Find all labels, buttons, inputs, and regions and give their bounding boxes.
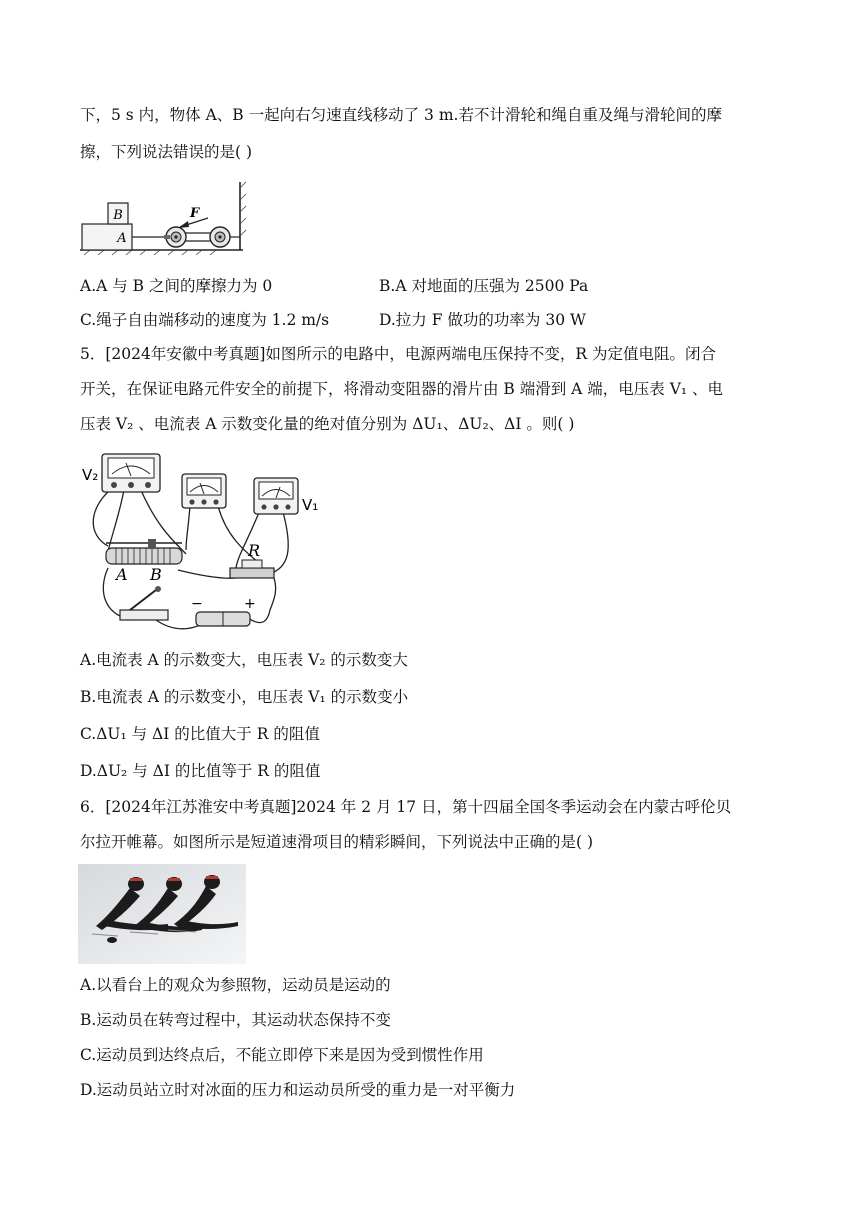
q6-option-a: A.以看台上的观众为参照物，运动员是运动的 [80,976,391,994]
voltmeter-v2 [102,454,160,492]
q4-option-d: D.拉力 F 做功的功率为 30 W [379,311,586,329]
q5-option-a: A.电流表 A 的示数变大，电压表 V₂ 的示数变大 [80,651,408,669]
q5-stem-line-2: 开关，在保证电路元件安全的前提下，将滑动变阻器的滑片由 B 端滑到 A 端，电压表 V₁ 、电 [80,380,724,398]
movable-pulley [164,227,186,247]
v2-label: V₂ [82,466,99,484]
q5-option-c: C.ΔU₁ 与 ΔI 的比值大于 R 的阻值 [80,725,320,743]
resistor-r [230,560,274,578]
force-label: F [190,206,200,221]
q4-option-c: C.绳子自由端移动的速度为 1.2 m/s [80,311,330,329]
q6-stem-line-2: 尔拉开帷幕。如图所示是短道速滑项目的精彩瞬间，下列说法中正确的是( ) [80,833,594,851]
block-b-label: B [113,208,123,223]
circuit-figure [78,450,338,635]
slide-rheostat [106,539,182,564]
q5-stem-line-3: 压表 V₂ 、电流表 A 示数变化量的绝对值分别为 ΔU₁、ΔU₂、ΔI 。则( ) [80,415,575,433]
q4-option-b: B.A 对地面的压强为 2500 Pa [379,277,589,295]
q5-stem-line-1: 5．[2024年安徽中考真题]如图所示的电路中，电源两端电压保持不变，R 为定值电阻。闭合 [80,345,717,363]
speed-skating-photo [78,864,246,964]
voltmeter-v1 [254,478,298,514]
switch [120,586,168,620]
fixed-pulley [210,227,230,247]
rheostat-b-label: B [150,565,162,584]
q4-stem-line-2: 擦，下列说法错误的是( ) [80,143,253,161]
v1-label: V₁ [302,496,319,514]
rheostat-a-label: A [116,565,128,584]
q5-option-b: B.电流表 A 的示数变小，电压表 V₁ 的示数变小 [80,688,409,706]
q6-option-d: D.运动员站立时对冰面的压力和运动员所受的重力是一对平衡力 [80,1081,516,1099]
force-arrow [178,221,189,228]
q6-option-b: B.运动员在转弯过程中，其运动状态保持不变 [80,1011,391,1029]
battery [196,612,250,626]
q4-option-a: A.A 与 B 之间的摩擦力为 0 [80,277,273,295]
q5-option-d: D.ΔU₂ 与 ΔI 的比值等于 R 的阻值 [80,762,321,780]
block-a-label: A [117,231,127,246]
battery-plus-label: + [244,596,256,612]
q4-stem-line-1: 下，5 s 内，物体 A、B 一起向右匀速直线移动了 3 m.若不计滑轮和绳自重及绳与滑轮间的摩 [80,106,722,124]
ammeter [182,474,226,508]
pulley-figure [78,180,248,256]
resistor-label: R [248,541,261,560]
q6-stem-line-1: 6．[2024年江苏淮安中考真题]2024 年 2 月 17 日，第十四届全国冬季运动会在内蒙古呼伦贝 [80,798,732,816]
battery-minus-label: − [191,596,203,612]
q6-option-c: C.运动员到达终点后，不能立即停下来是因为受到惯性作用 [80,1046,484,1064]
